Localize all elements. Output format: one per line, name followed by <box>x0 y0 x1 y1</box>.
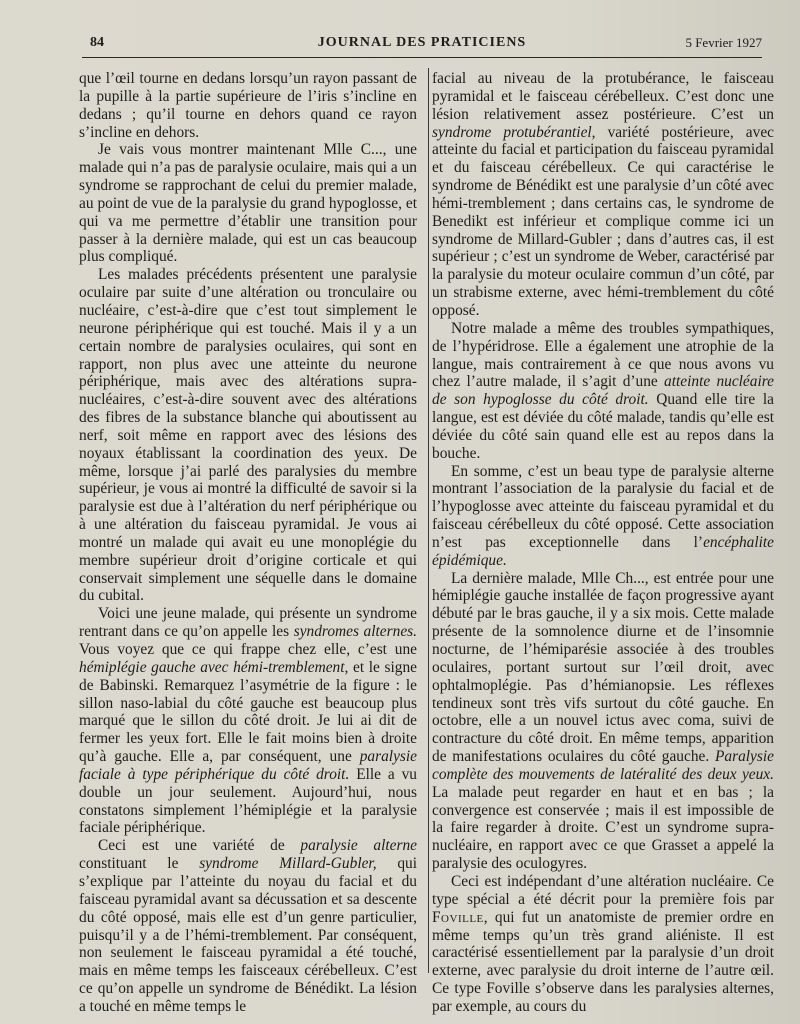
italic-term: hémiplégie gauche avec hémi-tremblement, <box>79 658 349 676</box>
header-rule <box>82 57 762 58</box>
left-column <box>79 70 417 1016</box>
page-number: 84 <box>90 35 104 50</box>
paragraph: que l’œil tourne en dedans lorsqu’un rayon passant de la pupille à la partie supérieure de l’iris s’incline en dedans ; qu’il tourne en dehors quand ce rayon s’incline en dehors. <box>79 70 417 141</box>
paragraph: Ceci est indépendant d’une altération nucléaire. Ce type spécial a été décrit pour la première fois par Foville, qui fut un anatomiste de premier ordre en même temps qu’un très grand aliéniste. Il est caractérisé essentiellement par la paralysie d’un droit externe, avec paralysie du droit interne de l’autre œil. Ce type Foville s’observe dans les paralysies alternes, par exemple, au cours du <box>432 872 774 1015</box>
italic-term: Paralysie complète des mouvements de latéralité des deux yeux. <box>432 748 774 783</box>
italic-term: syndrome Millard-Gubler, <box>199 855 377 873</box>
italic-term: paralysie faciale à type périphérique du côté droit. <box>79 748 417 783</box>
paragraph: Notre malade a même des troubles sympathiques, de l’hypéridrose. Elle a également une atrophie de la langue, mais contrairement à ce que nous avons vu chez l’autre malade, il s’agit d’une atteinte nucléaire de son hypoglosse du côté droit. Quand elle tire la langue, est est déviée du côté malade, tandis qu’elle est déviée du côté sain quand elle est au repos dans la bouche. <box>432 319 774 462</box>
paragraph: En somme, c’est un beau type de paralysie alterne montrant l’association de la paralysie du facial et de l’hypoglosse avec atteinte du faisceau pyramidal et du faisceau cérébelleux du côté opposé. Cette association n’est pas exceptionnelle dans l’encéphalite épidémique. <box>432 462 774 569</box>
column-divider <box>428 68 429 973</box>
right-column <box>432 70 774 1016</box>
italic-term: atteinte nucléaire de son hypoglosse du côté droit. <box>432 373 774 409</box>
italic-term: paralysie alterne <box>300 837 417 855</box>
paragraph: Ceci est une variété de paralysie alterne constituant le syndrome Millard-Gubler, qui s’explique par l’atteinte du noyau du facial et du faisceau pyramidal avant sa décussation et sa descente du côté opposé, mais elle est d’un genre particulier, puisqu’il y a de l’hémi-tremblement. Par conséquent, non seulement le faisceau pyramidal a été touché, mais en même temps les faisceaux cérébelleux. C’est ce qu’on appelle un syndrome de Bénédikt. La lésion a touché en même temps le <box>79 837 417 1015</box>
journal-title: JOURNAL DES PRATICIENS <box>317 35 527 50</box>
paragraph: Les malades précédents présentent une paralysie oculaire par suite d’une altération ou tronculaire ou nucléaire, c’est-à-dire que c’est tout simplement le neurone périphérique qui est touché. Mais il y a un certain nombre de paralysies oculaires, qui sont en rapport, non plus avec une atteinte du neurone périphérique, mais avec des altérations supra-nucléaires, c’est-à-dire souvent avec des altérations des fibres de la substance blanche qui aboutissent au nerf, soit même en rapport avec des lésions des noyaux établissant la coordination des yeux. De même, lorsque j’ai parlé des paralysies du membre supérieur, je vous ai montré la difficulté de savoir si la paralysie est due à l’altération du nerf périphérique ou à une altération du faisceau pyramidal. Je vous ai montré un malade qui avait eu une monoplégie du membre supérieur droit d’origine corticale et qui conservait simplement une séquelle dans le domaine du cubital. <box>79 266 417 605</box>
paragraph: facial au niveau de la protubérance, le faisceau pyramidal et le faisceau cérébelleux. C’est donc une lésion relativement assez postérieure. C’est un syndrome protubérantiel, variété postérieure, avec atteinte du facial et participation du faisceau pyramidal et du faisceau cérébelleux. Ce qui caractérise le syndrome de Bénédikt est une paralysie d’un côté avec hémi-tremblement ; dans certains cas, le syndrome de Benedikt est inférieur et complique comme ici un syndrome de Millard-Gubler ; dans d’autres cas, il est supérieur ; c’est un syndrome de Weber, caractérisé par la paralysie du moteur oculaire commun d’un côté, par un strabisme externe, avec hémi-tremblement du côté opposé. <box>432 70 774 319</box>
italic-term: encéphalite épidémique. <box>432 533 774 569</box>
running-head <box>82 35 762 55</box>
italic-term: syndromes alternes. <box>293 623 417 641</box>
italic-term: syndrome protubérantiel, <box>432 123 596 141</box>
paragraph: Voici une jeune malade, qui présente un syndrome rentrant dans ce qu’on appelle les syndromes alternes. Vous voyez que ce qui frappe chez elle, c’est une hémiplégie gauche avec hémi-tremblement, et le signe de Babinski. Remarquez l’asymétrie de la figure : le sillon naso-labial du côté gauche est beaucoup plus marqué que le sillon du côté droit. Je lui ai dit de fermer les yeux fort. Elle le fait moins bien à droite qu’à gauche. Elle a, par conséquent, une paralysie faciale à type périphérique du côté droit. Elle a vu double un jour seulement. Aujourd’hui, nous constatons simplement l’hémiplégie et la paralysie faciale périphérique. <box>79 605 418 837</box>
author-name: Foville <box>432 908 484 926</box>
issue-date: 5 Fevrier 1927 <box>685 35 762 50</box>
paragraph: Je vais vous montrer maintenant Mlle C..., une malade qui n’a pas de paralysie oculaire, mais qui a un syndrome se rapprochant de celui du premier malade, au point de vue de la paralysie du grand hypoglosse, et qui va me permettre d’établir une transition pour passer à la dernière malade, qui est un cas beaucoup plus compliqué. <box>79 141 417 266</box>
paragraph: La dernière malade, Mlle Ch..., est entrée pour une hémiplégie gauche installée de façon progressive ayant débuté par le bras gauche, il y a six mois. Cette malade présente de la somnolence diurne et de l’insomnie nocturne, de l’hémiparésie associée à des troubles oculaires, portant surtout sur l’œil droit, avec ophtalmoplégie. Pas d’hémianopsie. Les réflexes tendineux sont très vifs surtout du côté gauche. En octobre, elle a un nouvel ictus avec coma, suivi de contracture du côté droit. En même temps, apparition de manifestations oculaires du côté gauche. Paralysie complète des mouvements de latéralité des deux yeux. La malade peut regarder en haut et en bas ; la convergence est conservée ; mais il est impossible de la faire regarder à droite. C’est un syndrome supra-nucléaire, en rapport avec ce que Grasset a appelé la paralysie des oculogyres. <box>432 569 774 873</box>
